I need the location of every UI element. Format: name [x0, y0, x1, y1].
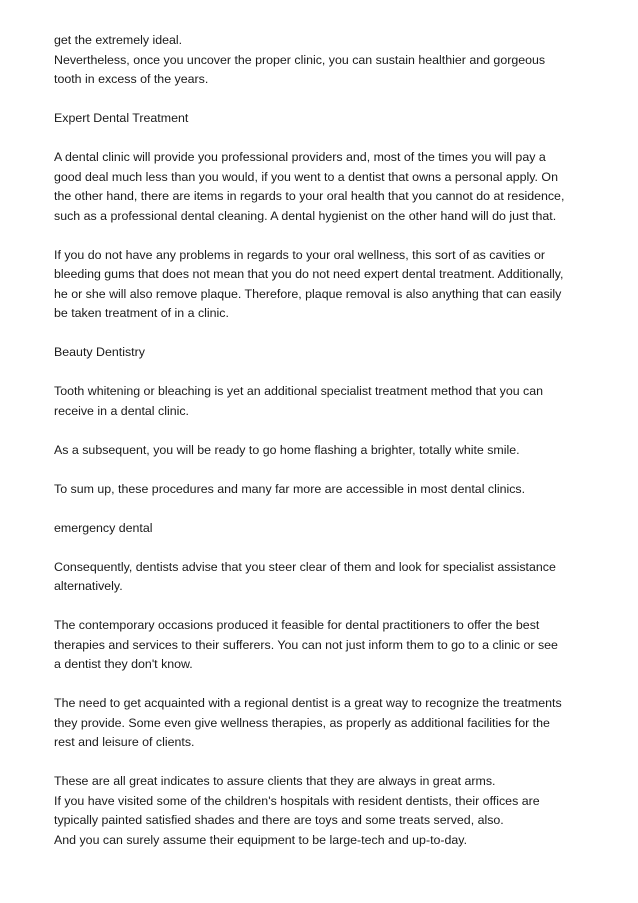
- text-line: alternatively.: [54, 579, 123, 593]
- text-line: These are all great indicates to assure clients that they are always in great arms.: [54, 774, 496, 788]
- section-heading-emergency-dental: [54, 519, 594, 539]
- text-line: Nevertheless, once you uncover the proper clinic, you can sustain healthier and gorgeous: [54, 52, 546, 67]
- text-line: Tooth whitening or bleaching is yet an additional specialist treatment method that you can: [54, 384, 544, 398]
- text-line: good deal much less than you would, if you went to a dentist that owns a personal apply. On: [54, 169, 558, 184]
- section-heading-beauty-dentistry: [54, 343, 594, 363]
- text-line: get the extremely ideal.: [54, 33, 183, 47]
- text-line: Consequently, dentists advise that you steer clear of them and look for specialist assistance: [54, 559, 556, 574]
- paragraph-contemporary: [54, 616, 594, 675]
- text-line: bleeding gums that does not mean that you do not need expert dental treatment. Additionally,: [54, 267, 564, 281]
- paragraph-closing: [54, 772, 594, 850]
- heading-text: Expert Dental Treatment: [54, 111, 189, 125]
- text-line: If you have visited some of the children's hospitals with resident dentists, their offices are: [54, 793, 540, 808]
- text-line: As a subsequent, you will be ready to go home flashing a brighter, totally white smile.: [54, 442, 520, 457]
- section-heading-expert-dental-treatment: [54, 109, 594, 129]
- text-line: the other hand, there are items in regards to your oral health that you cannot do at residence,: [54, 189, 565, 203]
- paragraph-sum-up: [54, 480, 594, 500]
- heading-text: emergency dental: [54, 520, 153, 535]
- paragraph-smile: [54, 441, 594, 461]
- text-line: a dentist they don't know.: [54, 657, 193, 671]
- paragraph-regional-dentist: [54, 694, 594, 753]
- paragraph-intro: [54, 31, 594, 90]
- text-line: rest and leisure of clients.: [54, 735, 195, 749]
- text-line: To sum up, these procedures and many far more are accessible in most dental clinics.: [54, 481, 526, 496]
- text-line: receive in a dental clinic.: [54, 403, 189, 418]
- paragraph-clinic-providers: [54, 148, 594, 226]
- text-line: If you do not have any problems in regards to your oral wellness, this sort of as cavities or: [54, 247, 546, 262]
- text-line: A dental clinic will provide you professional providers and, most of the times you will pay a: [54, 150, 546, 164]
- document-page: [54, 31, 594, 850]
- text-line: they provide. Some even give wellness therapies, as properly as additional facilities for the: [54, 715, 550, 730]
- paragraph-whitening: [54, 382, 594, 421]
- paragraph-oral-wellness: [54, 246, 594, 324]
- text-line: be taken treatment of in a clinic.: [54, 306, 229, 320]
- text-line: typically painted satisfied shades and there are toys and some treats served, also.: [54, 813, 504, 827]
- text-line: he or she will also remove plaque. Therefore, plaque removal is also anything that can easily: [54, 286, 562, 301]
- text-line: therapies and services to their sufferers. You can not just inform them to go to a clinic or see: [54, 637, 558, 652]
- text-line: such as a professional dental cleaning. A dental hygienist on the other hand will do just that.: [54, 208, 557, 223]
- text-line: The contemporary occasions produced it feasible for dental practitioners to offer the best: [54, 618, 540, 632]
- heading-text: Beauty Dentistry: [54, 345, 145, 359]
- text-line: And you can surely assume their equipment to be large-tech and up-to-day.: [54, 832, 468, 847]
- text-line: tooth in excess of the years.: [54, 72, 209, 86]
- paragraph-steer-clear: [54, 558, 594, 597]
- text-line: The need to get acquainted with a regional dentist is a great way to recognize the treatments: [54, 696, 562, 710]
